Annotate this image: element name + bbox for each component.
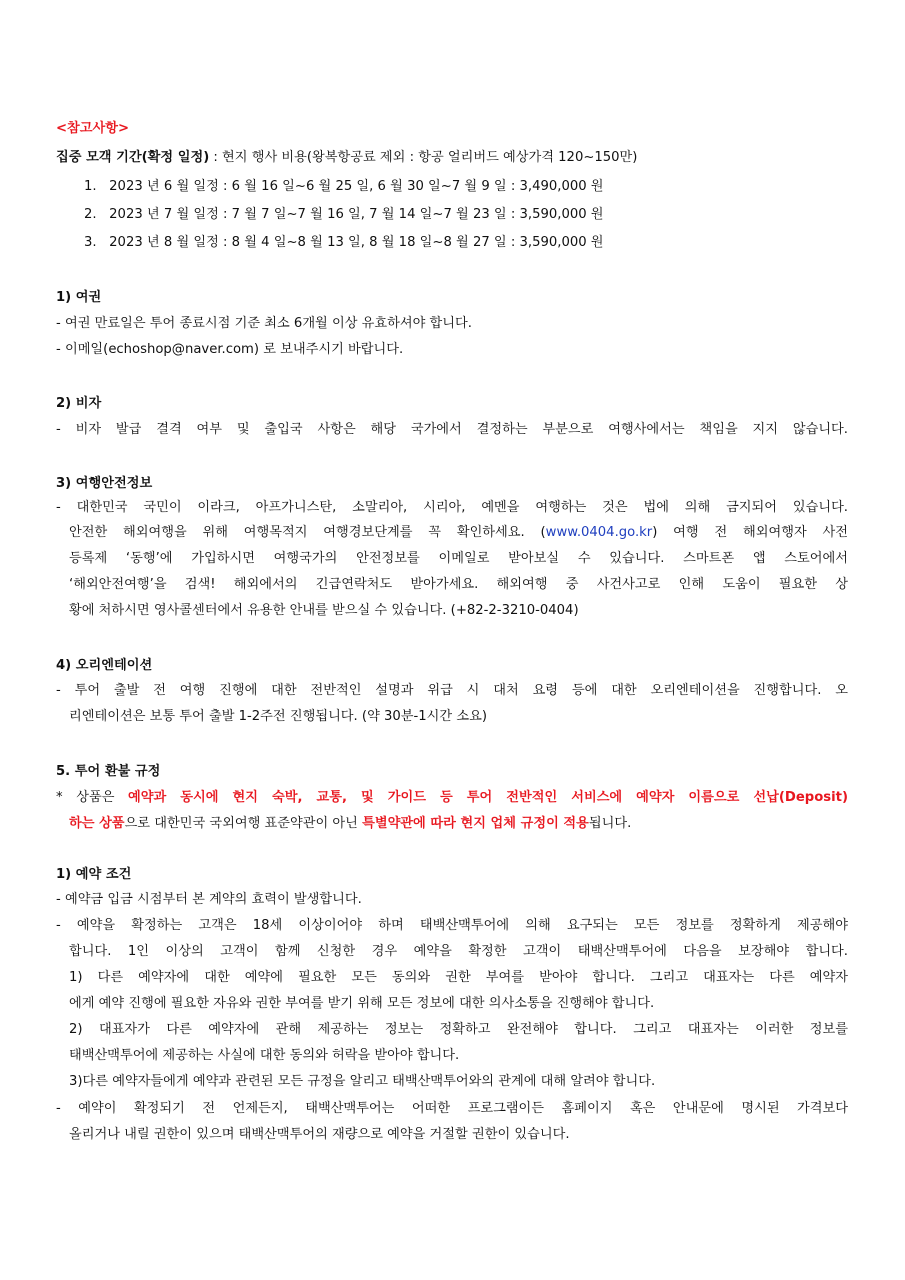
- booking-line: 2) 대표자가 다른 예약자에 관해 제공하는 정보는 정확하고 완전해야 합니다. 그리고 대표자는 이러한 정보를: [69, 1022, 848, 1037]
- schedule-item-text: 2023 년 8 월 일정 : 8 월 4 일~8 월 13 일, 8 월 18 일~8 월 27 일 : 3,590,000 원: [109, 235, 604, 250]
- schedule-item-num: 1.: [84, 179, 97, 194]
- safety-title: 3) 여행안전정보: [56, 476, 153, 491]
- orientation-line-1: - 투어 출발 전 여행 진행에 대한 전반적인 설명과 위급 시 대처 요령 등에 대한 오리엔테이션을 진행합니다. 오: [56, 683, 848, 698]
- booking-line: - 예약금 입금 시점부터 본 계약의 효력이 발생합니다.: [56, 892, 362, 907]
- schedule-item: [84, 234, 604, 252]
- safety-line-5: 황에 처하시면 영사콜센터에서 유용한 안내를 받으실 수 있습니다. (+82-2-3210-0404): [69, 603, 579, 618]
- passport-line: - 이메일(echoshop@naver.com) 로 보내주시기 바랍니다.: [56, 342, 404, 357]
- safety-line-3: 등록제 ‘동행’에 가입하시면 여행국가의 안전정보를 이메일로 받아보실 수 있습니다. 스마트폰 앱 스토어에서: [69, 551, 848, 566]
- safety-line-2: 안전한 해외여행을 위해 여행목적지 여행경보단계를 꼭 확인하세요. (www.0404.go.kr) 여행 전 해외여행자 사전: [69, 525, 848, 540]
- orientation-line-2: 리엔테이션은 보통 투어 출발 1-2주전 진행됩니다. (약 30분-1시간 소요): [69, 709, 487, 724]
- note-header: <참고사항>: [56, 121, 130, 136]
- schedule-item-text: 2023 년 7 월 일정 : 7 월 7 일~7 월 16 일, 7 월 14 일~7 월 23 일 : 3,590,000 원: [109, 207, 604, 222]
- schedule-item: [84, 178, 604, 196]
- schedule-item-text: 2023 년 6 월 일정 : 6 월 16 일~6 월 25 일, 6 월 30 일~7 월 9 일 : 3,490,000 원: [109, 179, 604, 194]
- safety-website-link[interactable]: www.0404.go.kr: [545, 525, 653, 540]
- booking-line: 태백산맥투어에 제공하는 사실에 대한 동의와 허락을 받아야 합니다.: [69, 1048, 460, 1063]
- visa-line: - 비자 발급 결격 여부 및 출입국 사항은 해당 국가에서 결정하는 부분으로 여행사에서는 책임을 지지 않습니다.: [56, 422, 848, 437]
- schedule-desc: : 현지 행사 비용(왕복항공료 제외 : 항공 얼리버드 예상가격 120~150만): [209, 150, 638, 165]
- booking-line: 3)다른 예약자들에게 예약과 관련된 모든 규정을 알리고 태백산맥투어와의 관계에 대해 알려야 합니다.: [69, 1074, 656, 1089]
- booking-line: - 예약을 확정하는 고객은 18세 이상이어야 하며 태백산맥투어에 의해 요구되는 모든 정보를 정확하게 제공해야: [56, 918, 848, 933]
- safety-line-4: ‘해외안전여행’을 검색! 해외에서의 긴급연락처도 받아가세요. 해외여행 중 사건사고로 인해 도움이 필요한 상: [69, 577, 848, 592]
- refund-line-2: 하는 상품으로 대한민국 국외여행 표준약관이 아닌 특별약관에 따라 현지 업체 규정이 적용됩니다.: [69, 816, 632, 831]
- orientation-title: 4) 오리엔테이션: [56, 658, 153, 673]
- booking-line: 1) 다른 예약자에 대한 예약에 필요한 모든 동의와 권한 부여를 받아야 합니다. 그리고 대표자는 다른 예약자: [69, 970, 848, 985]
- schedule-heading: [56, 149, 637, 167]
- passport-title: 1) 여권: [56, 290, 102, 305]
- passport-line: - 여권 만료일은 투어 종료시점 기준 최소 6개월 이상 유효하셔야 합니다.: [56, 316, 472, 331]
- visa-title: 2) 비자: [56, 396, 102, 411]
- schedule-item-num: 2.: [84, 207, 97, 222]
- schedule-item: [84, 206, 604, 224]
- schedule-label: 집중 모객 기간(확정 일정): [56, 150, 210, 165]
- refund-line-1: * 상품은 예약과 동시에 현지 숙박, 교통, 및 가이드 등 투어 전반적인 서비스에 예약자 이름으로 선납(Deposit): [56, 790, 848, 805]
- booking-line: 올리거나 내릴 권한이 있으며 태백산맥투어의 재량으로 예약을 거절할 권한이 있습니다.: [69, 1127, 570, 1142]
- booking-line: 에게 예약 진행에 필요한 자유와 권한 부여를 받기 위해 모든 정보에 대한 의사소통을 진행해야 합니다.: [69, 996, 655, 1011]
- booking-title: 1) 예약 조건: [56, 867, 132, 882]
- safety-line-1: - 대한민국 국민이 이라크, 아프가니스탄, 소말리아, 시리아, 예멘을 여행하는 것은 법에 의해 금지되어 있습니다.: [56, 500, 848, 515]
- booking-line: 합니다. 1인 이상의 고객이 함께 신청한 경우 예약을 확정한 고객이 태백산맥투어에 다음을 보장해야 합니다.: [69, 944, 848, 959]
- refund-title: 5. 투어 환불 규정: [56, 764, 161, 779]
- booking-line: - 예약이 확정되기 전 언제든지, 태백산맥투어는 어떠한 프로그램이든 홈페이지 혹은 안내문에 명시된 가격보다: [56, 1101, 848, 1116]
- schedule-item-num: 3.: [84, 235, 97, 250]
